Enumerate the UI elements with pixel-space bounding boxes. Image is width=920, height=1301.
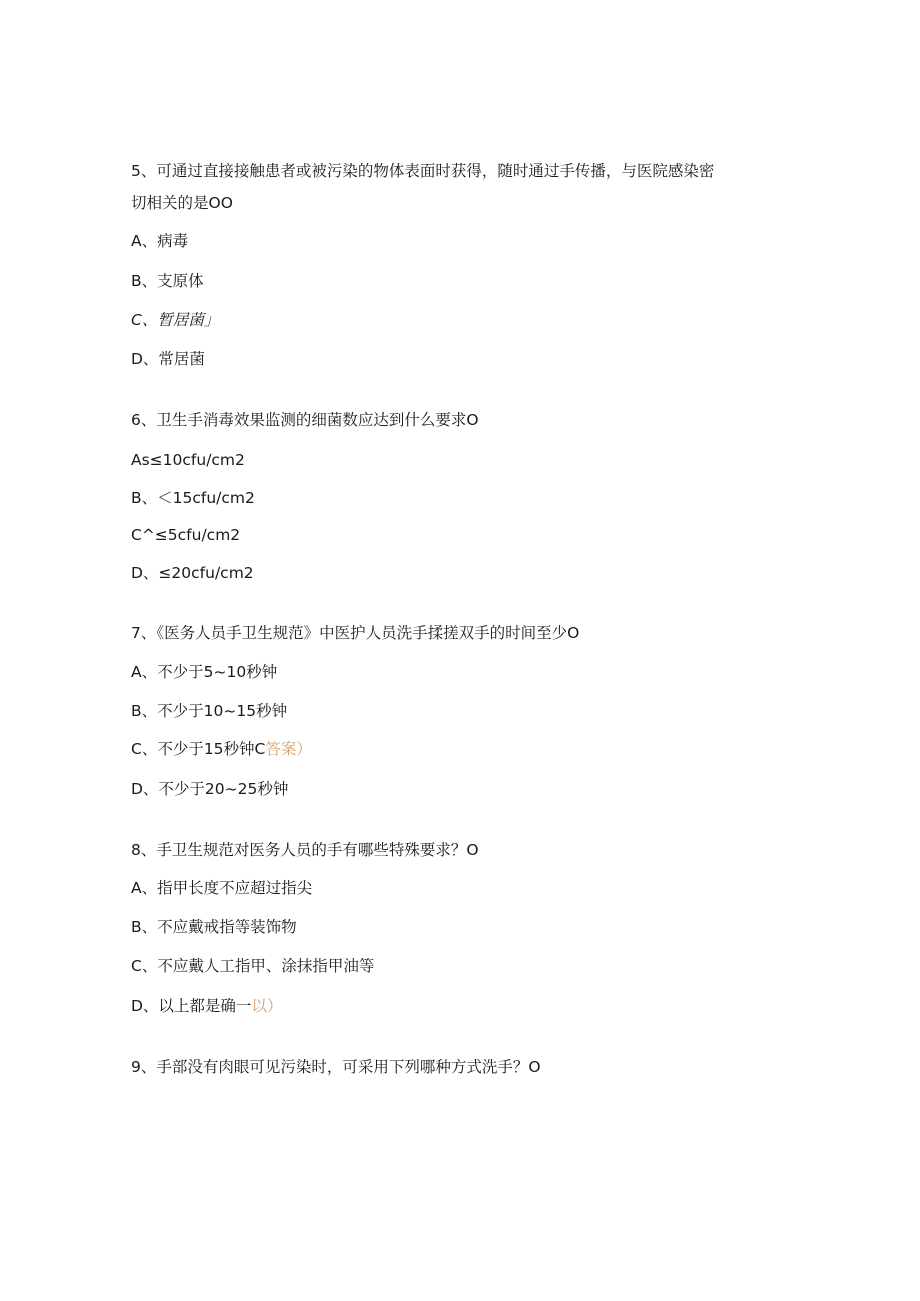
question-8-option-d-text: D、以上都是确一 bbox=[131, 997, 252, 1015]
question-7-answer-mark: 答案） bbox=[265, 740, 312, 758]
question-7-option-d: D、不少于20~25秒钟 bbox=[131, 780, 289, 798]
question-6-option-b: B、＜15cfu∕cm2 bbox=[131, 489, 255, 507]
question-5-option-d: D、常居菌 bbox=[131, 350, 205, 368]
question-7-option-a: A、不少于5~10秒钟 bbox=[131, 663, 278, 681]
question-5-stem-line-1: 5、可通过直接接触患者或被污染的物体表面时获得，随时通过手传播，与医院感染密 bbox=[131, 162, 715, 180]
question-7-option-c-text: C、不少于15秒钟C bbox=[131, 740, 266, 758]
question-8-stem: 8、手卫生规范对医务人员的手有哪些特殊要求？O bbox=[131, 841, 479, 859]
question-7-option-b: B、不少于10~15秒钟 bbox=[131, 702, 288, 720]
question-8-option-b: B、不应戴戒指等装饰物 bbox=[131, 918, 297, 936]
question-6-option-c: C^≤5cfu∕cm2 bbox=[131, 526, 241, 544]
question-5-option-a: A、病毒 bbox=[131, 232, 189, 250]
question-6-option-d: D、≤20cfu∕cm2 bbox=[131, 564, 254, 582]
question-5-option-b: B、支原体 bbox=[131, 272, 204, 290]
question-7-option-c bbox=[131, 739, 312, 759]
question-8-option-a: A、指甲长度不应超过指尖 bbox=[131, 879, 313, 897]
question-8-option-c: C、不应戴人工指甲、涂抹指甲油等 bbox=[131, 957, 375, 975]
question-8-answer-mark: 以） bbox=[251, 997, 283, 1015]
question-7-stem: 7、《医务人员手卫生规范》中医护人员洗手揉搓双手的时间至少O bbox=[131, 624, 580, 642]
question-8-option-d bbox=[131, 996, 282, 1016]
question-5-option-c: C、暂居菌」 bbox=[131, 311, 220, 329]
question-5-stem-line-2: 切相关的是OO bbox=[131, 194, 233, 212]
question-6-option-a: As≤10cfu∕cm2 bbox=[131, 451, 245, 469]
question-9-stem: 9、手部没有肉眼可见污染时，可采用下列哪种方式洗手？O bbox=[131, 1058, 541, 1076]
question-6-stem: 6、卫生手消毒效果监测的细菌数应达到什么要求O bbox=[131, 411, 479, 429]
